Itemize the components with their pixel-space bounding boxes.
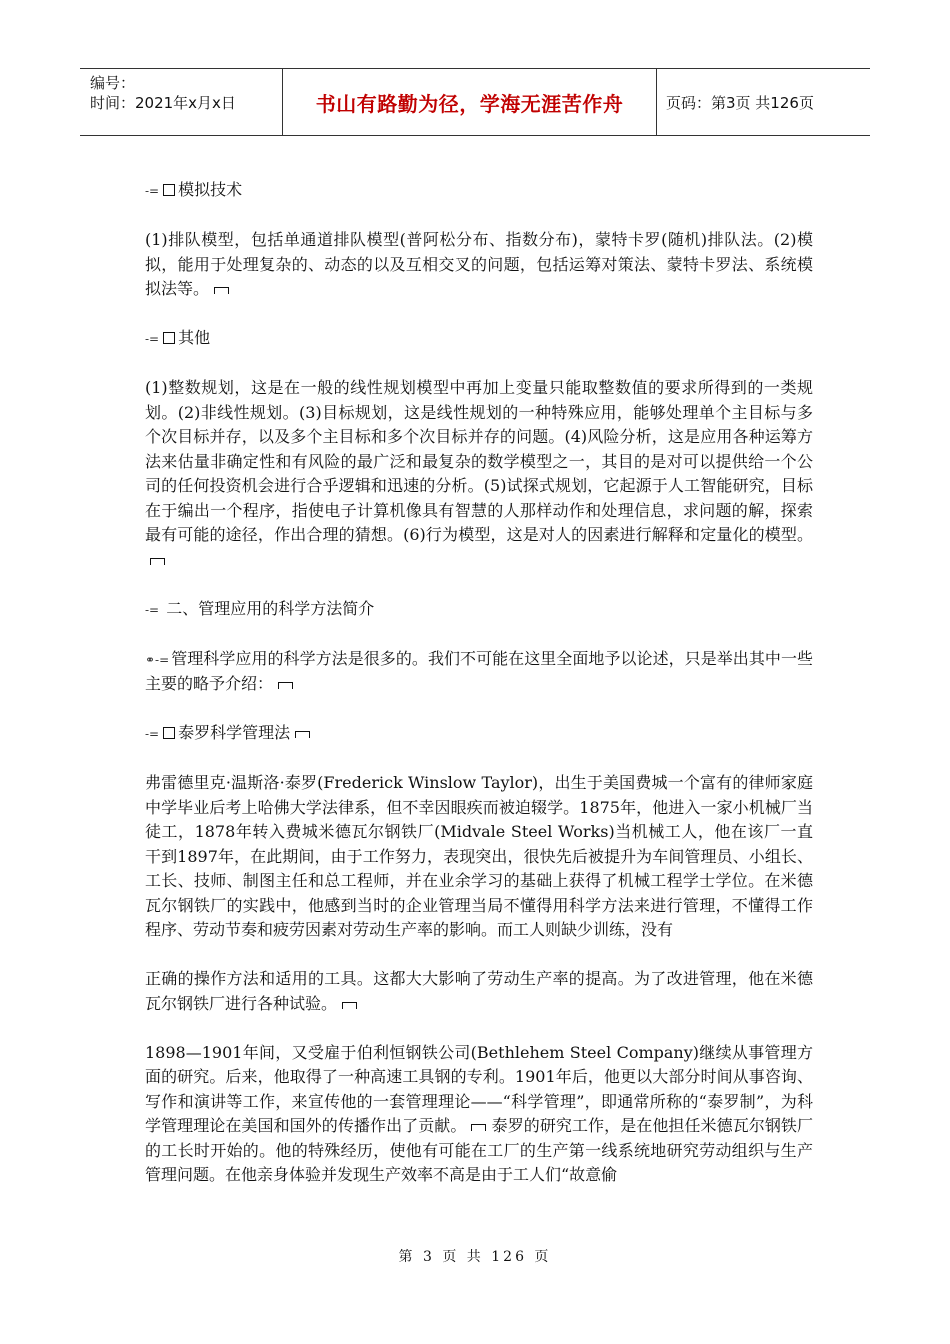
heading-text: 二、管理应用的科学方法简介: [166, 598, 375, 618]
header-meta: [90, 73, 280, 113]
paragraph-text: 弗雷德里克·温斯洛·泰罗(Frederick Winslow Taylor)，出生于美国费城一个富有的律师家庭中学毕业后考上哈佛大学法律系，但不幸因眼疾而被迫辍学。1875年，他进入一家小机械厂当徒工，1878年转入费城米德瓦尔钢铁厂(Midvale Steel Works)当机械工人，他在该厂一直干到1897年，在此期间，由于工作努力，表现突出，很快先后被提升为车间管理员、小组长、工长、技师、制图主任和总工程师，并在业余学习的基础上获得了机械工程学士学位。在米德瓦尔钢铁厂的实践中，他感到当时的企业管理当局不懂得用科学方法来进行管理，不懂得工作程序、劳动节奏和疲劳因素对劳动生产率的影响。而工人则缺少训练，没有: [145, 773, 813, 939]
section-heading: [145, 178, 813, 204]
page-footer: 第 3 页 共 126 页: [398, 1249, 552, 1265]
bullet-marker: -=: [145, 184, 160, 198]
heading-text: 模拟技术: [178, 180, 243, 199]
paragraph-mark-icon: [471, 1124, 486, 1131]
paragraph-text: 正确的操作方法和适用的工具。这都大大影响了劳动生产率的提高。为了改进管理，他在米德瓦尔钢铁厂进行各种试验。: [145, 969, 813, 1013]
paragraph: [145, 771, 813, 943]
paragraph-mark-icon: [278, 682, 293, 689]
paragraph: [145, 1041, 813, 1188]
paragraph-mark-icon: [150, 558, 165, 565]
section-heading: [145, 597, 813, 623]
document-body: [145, 178, 813, 1212]
paragraph-text: (1)排队模型，包括单通道排队模型(普阿松分布、指数分布)，蒙特卡罗(随机)排队法。(2)模拟，能用于处理复杂的、动态的以及互相交叉的问题，包括运筹对策法、蒙特卡罗法、系统模拟法等。: [145, 230, 813, 298]
section-heading: [145, 326, 813, 352]
paragraph-text: (1)整数规划，这是在一般的线性规划模型中再加上变量只能取整数值的要求所得到的一类规划。(2)非线性规划。(3)目标规划，这是线性规划的一种特殊应用，能够处理单个主目标与多个次目标并存，以及多个主目标和多个次目标并存的问题。(4)风险分析，这是应用各种运筹方法来估量非确定性和有风险的最广泛和最复杂的数学模型之一，其目的是对可以提供给一个公司的任何投资机会进行合乎逻辑和迅速的分析。(5)试探式规划，它起源于人工智能研究，目标在于编出一个程序，指使电子计算机像具有智慧的人那样动作和处理信息，求问题的解，探索最有可能的途径，作出合理的猜想。(6)行为模型，这是对人的因素进行解释和定量化的模型。: [145, 378, 813, 544]
link-glyph-icon: ⚭-=: [145, 652, 170, 667]
paragraph: [145, 376, 813, 572]
header-motto: 书山有路勤为径，学海无涯苦作舟: [315, 91, 624, 116]
paragraph-text: 1898—1901年间，又受雇于伯利恒钢铁公司(Bethlehem Steel Company)继续从事管理方面的研究。后来，他取得了一种高速工具钢的专利。1901年后，他更以大部分时间从事咨询、写作和演讲等工作，来宣传他的一套管理理论——“科学管理”，即通常所称的“泰罗制”，为科学管理理论在美国和国外的传播作出了贡献。: [145, 1042, 813, 1135]
paragraph-mark-icon: [295, 731, 310, 738]
bullet-marker: -=: [145, 727, 160, 741]
checkbox-glyph-icon: [163, 332, 175, 344]
page-header: [80, 68, 870, 136]
paragraph-text: 管理科学应用的科学方法是很多的。我们不可能在这里全面地予以论述，只是举出其中一些主要的略予介绍：: [145, 648, 813, 693]
checkbox-glyph-icon: [163, 184, 175, 196]
bullet-marker: -=: [145, 332, 160, 346]
checkbox-glyph-icon: [163, 727, 175, 739]
header-page-info: 页码：第3页 共126页: [666, 93, 814, 112]
paragraph-mark-icon: [342, 1002, 357, 1009]
section-heading: [145, 721, 813, 747]
heading-text: 其他: [178, 328, 211, 347]
bullet-marker: -=: [145, 602, 160, 617]
date-label: 时间：2021年x月x日: [90, 94, 236, 112]
paragraph: [145, 967, 813, 1016]
paragraph-mark-icon: [214, 287, 229, 294]
header-divider: [656, 69, 657, 135]
heading-text: 泰罗科学管理法: [178, 723, 291, 742]
paragraph: [145, 228, 813, 302]
paragraph: [145, 647, 813, 697]
number-label: 编号：: [90, 74, 136, 92]
paragraph-text: 泰罗的研究工作，是在他担任米德瓦尔钢铁厂的工长时开始的。他的特殊经历，使他有可能在工厂的生产第一线系统地研究劳动组织与生产管理问题。在他亲身体验并发现生产效率不高是由于工人们“故意偷: [145, 1116, 813, 1184]
